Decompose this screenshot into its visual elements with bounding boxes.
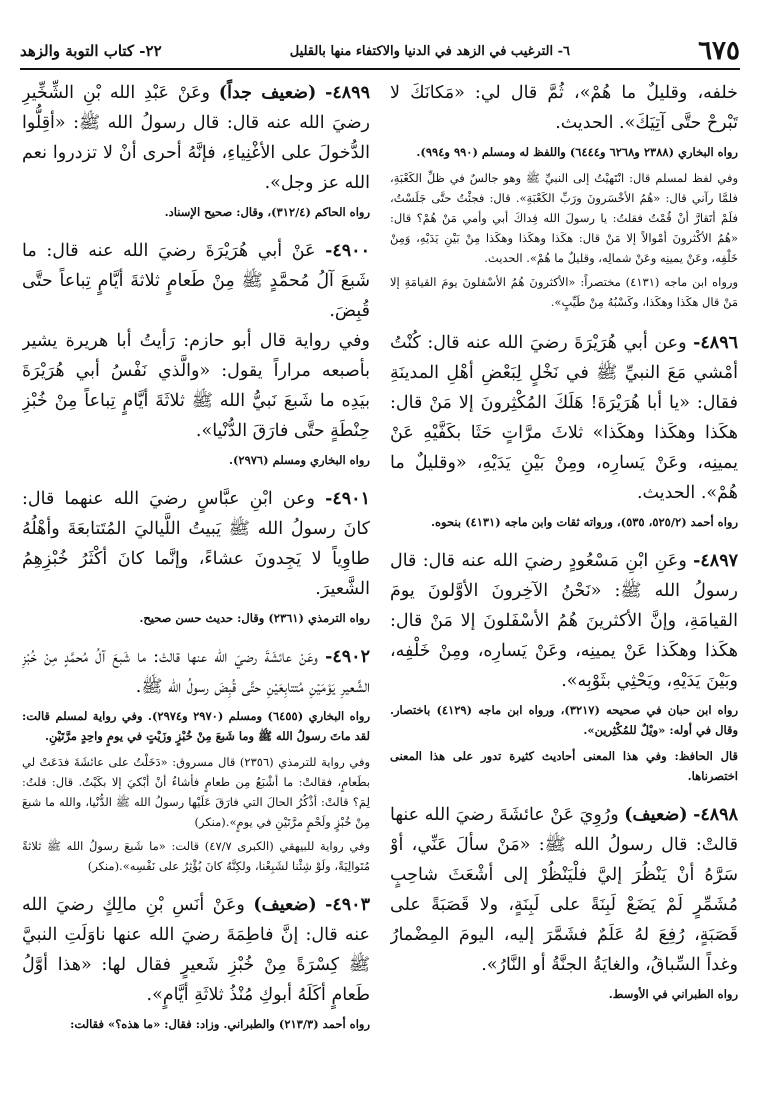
chapter-running-title: ٦- الترغيب في الزهد في الدنيا والاكتفاء منها بالقليل <box>289 43 570 59</box>
page-header <box>20 34 740 70</box>
hadith-number: ٤٩٠٣- <box>325 895 370 915</box>
right-column <box>390 78 738 1086</box>
reference-note: رواه أحمد (٢١٣/٣) والطبراني. وزاد: فقال: «ما هذه؟» فقالت: <box>70 1017 370 1031</box>
hadith-entry-4902 <box>22 642 370 876</box>
left-column <box>22 78 370 1086</box>
hadith-text: وعَنْ عَبْدِ الله بْنِ الشِّخِّيرِ رضيَ الله عنه قال: قال رسولُ الله ﷺ: «أقِلُّوا الدُّخولَ على الأغْنِياءِ، فإنَّهُ أحرى أنْ لا تزدروا نعم الله عز وجل». <box>22 83 370 193</box>
page-body <box>22 78 738 1086</box>
hadith-entry-4901 <box>22 484 370 628</box>
hadith-number: ٤٨٩٨- <box>693 805 738 825</box>
hadith-number: ٤٨٩٩- <box>325 83 370 103</box>
grade-label: (ضعيف) <box>624 805 688 825</box>
book-title: ٢٢- كتاب التوبة والزهد <box>20 42 162 60</box>
reference-note: رواه البخاري (٢٣٨٨ و٦٢٦٨ و٦٤٤٤) واللفظ له ومسلم (٩٩٠ و٩٩٤). <box>416 145 738 159</box>
variant-narration: وفي رواية قال أبو حازم: رَأيتُ أبا هريرة يشير بأصبعه مراراً يقول: «والَّذي نَفْسُ أبي هُرَيْرَةَ بيَدِه ما شَبعَ نَبيُّ الله ﷺ ثلاثَةَ أيَّامٍ تِباعاً مِنْ خُبْزِ حِنْطَةٍ حتَّى فارَقَ الدُّنْيا». <box>22 331 370 441</box>
hadith-text: وعن ابْنِ عبَّاسٍ رضيَ الله عنهما قال: كانَ رسولُ الله ﷺ يَبيتُ اللَّياليَ المُتَتابعَةَ وأهْلُهُ طاوِياً لا يَجِدونَ عشاءً، وإنَّما كانَ أكْثَرُ خُبْزِهِمُ الشَّعيرَ. <box>22 489 370 599</box>
hadith-entry-4896 <box>390 328 738 532</box>
hadith-number: ٤٩٠١- <box>325 489 370 509</box>
variant-narration: ورواه ابن ماجه (٤١٣١) مختصراً: «الأكثرونَ هُمُ الأسْفلونَ يومَ القيامَةِ إلا مَنْ قال هكَذا وهكَذا، وكَسْبُهُ مِنْ طَيِّبٍ». <box>390 275 738 309</box>
hadith-entry-4903 <box>22 890 370 1034</box>
hadith-text: وعن أبي هُرَيْرَةَ رضيَ الله عنه قال: كُنْتُ أمْشي مَعَ النبيِّ ﷺ في نَخْلٍ لِبَعْضِ أهْلِ المدينَةِ فقال: «يا أبا هُرَيْرَةَ! هَلَكَ المُكْثِرونَ إلا مَنْ قال: هكَذا وهكَذا وهكَذا» ثلاثَ مرَّاتٍ حَثَا بكَفَّيْهِ عَنْ يمينِه، وعَنْ يَسارِه، ومِنْ بَيْنِ يَدَيْهِ، «وقليلٌ ما هُمْ». الحديث. <box>390 333 738 503</box>
page-number: ٦٧٥ <box>698 36 740 66</box>
reference-note: رواه الطبراني في الأوسط. <box>608 987 738 1001</box>
hadith-entry-4898 <box>390 800 738 1004</box>
reference-note: رواه البخاري ومسلم (٢٩٧٦). <box>228 453 370 467</box>
reference-note: رواه أحمد (٥٢٥/٢، ٥٣٥)، ورواته ثقات وابن ماجه (٤١٣١) بنحوه. <box>431 515 738 529</box>
hadith-continuation: خلفه، وقليلٌ ما هُمْ»، ثُمَّ قال لي: «مَكانَكَ لا تَبْرحْ حتَّى آتِيَكَ». الحديث. <box>390 83 738 133</box>
hadith-text: عَنْ أبي هُرَيْرَةَ رضيَ الله عنه قال: ما شَبعَ آلُ مُحمَّدٍ ﷺ مِنْ طَعامٍ ثلاثةَ أيَّامٍ تِباعاً حتَّى قُبِضَ. <box>22 241 370 321</box>
hadith-entry-4899 <box>22 78 370 222</box>
hadith-number: ٤٨٩٦- <box>693 333 738 353</box>
hadith-text: وعَنِ ابْنِ مَسْعُودٍ رضيَ الله عنه قال: قال رسولُ الله ﷺ: «نَحْنُ الآخِرونَ الأوَّلونَ يومَ القيامَةِ، وإنَّ الأكثرينَ هُمُ الأسْفَلونَ إلا مَنْ قال: هكَذا وهكَذا عَنْ يمينِه، وعَنْ يَسارِه، ومِنْ خَلْفِه، وبَيْنَ يَدَيْهِ، ويَحْثِي بثَوْبِه». <box>390 551 738 691</box>
hadith-number: ٤٩٠٢- <box>325 647 370 667</box>
reference-note: رواه الترمذي (٢٣٦١) وقال: حديث حسن صحيح. <box>139 611 370 625</box>
variant-narration: وفي رواية للترمذي (٢٣٥٦) قال مسروق: «دَخَلْتُ على عائشَةَ فدَعَتْ لي بطَعامٍ، فقالتْ: ما أشْبَعُ مِن طعامٍ فأشاءُ أنْ أبْكيَ إلا بكَيْتُ. قال: قلتُ: لِمَ؟ قالتْ: أذْكُرُ الحالَ التي فارَقَ عَلَيْها رسولُ الله ﷺ الدُّنْيا، والله ما شبعَ مِنْ خُبْزٍ ولَحْمٍ مرَّتَيْنِ في يومٍ».(منكر) <box>22 755 370 829</box>
hadith-number: ٤٨٩٧- <box>693 551 738 571</box>
hadith-entry-4900 <box>22 236 370 470</box>
reference-note: رواه البخاري (٦٤٥٥) ومسلم (٢٩٧٠ و٢٩٧٤). وفي رواية لمسلم قالت: لقد ماتَ رسولُ الله ﷺ وما شَبعَ مِنْ خُبْزٍ وزَيْتٍ في يومٍ واحِدٍ مرَّتَيْنِ. <box>22 709 370 743</box>
hadith-text: وعَنْ أنَسِ بْنِ مالِكٍ رضيَ الله عنه قال: إنَّ فاطِمَةَ رضيَ الله عنها ناوَلَتِ النبيَّ ﷺ كِسْرَةً مِنْ خُبْزِ شَعيرٍ فقال لها: «هذا أوَّلُ طَعامٍ أكَلَهُ أبوكِ مُنْذُ ثلاثَةِ أيَّامٍ». <box>22 895 370 1005</box>
hadith-number: ٤٩٠٠- <box>325 241 370 261</box>
reference-note: رواه الحاكم (٣١٢/٤)، وقال: صحيح الإسناد. <box>164 205 370 219</box>
grade-label: (ضعيف جداً) <box>218 83 317 103</box>
hadith-entry-4897 <box>390 546 738 786</box>
hadith-text: وعَنْ عائشَةَ رضيَ الله عنها قالتْ: ما شَبعَ آلُ مُحمَّدٍ مِنْ خُبْزِ الشَّعيرِ يَوْمَيْنِ مُتتابِعَيْنِ حتَّى قُبِضَ رسولُ الله ﷺ. <box>22 647 370 697</box>
hadith-text: ورُوِيَ عَنْ عائشَةَ رضيَ الله عنها قالتْ: قال رسولُ الله ﷺ: «مَنْ سألَ عَنِّي، أوْ سَرَّهُ أنْ يَنْظُرَ إليَّ فلْيَنْظُرْ إلى أشْعَثَ شاحِبٍ مُشَمِّرٍ لَمْ يَضَعْ لَبِنَةً على لَبِنَةٍ، ولا قَصَبَةً على قَصَبَةٍ، رُفِعَ لهُ عَلَمٌ فشَمَّرَ إليه، اليومَ المِضْمارُ وغداً السِّباقُ، والغايَةُ الجنَّةُ أو النَّارُ». <box>390 805 738 975</box>
variant-narration: وفي لفظ لمسلم قال: انْتَهيْتُ إلى النبيِّ ﷺ وهو جالسٌ في ظلِّ الكَعْبَةِ، فلمَّا رآني قال: «هُمُ الأخْسَرونَ ورَبِّ الكَعْبَةِ». قال: فجئْتُ حتَّى جَلَسْتُ، فلَمْ أتَقارَّ أنْ قُمْتُ فقلتُ: يا رسولَ الله فِداكَ أبي وأمي مَنْ هُمْ؟ قال: «هُمُ الأكْثرونَ أمْوالاً إلا مَنْ قال: هكَذا وهكَذا وهكَذا مِنْ بَيْنِ يَدَيْهِ، وَمِنْ خَلْفِه، وعَنْ يمينِه وعَنْ شمالِه، وقليلٌ ما هُمْ». الحديث. <box>390 171 738 265</box>
hafiz-comment: قال الحافظ: وفي هذا المعنى أحاديث كثيرة تدور على هذا المعنى اختصرناها. <box>390 749 738 783</box>
grade-label: (ضعيف) <box>253 895 317 915</box>
reference-note: رواه ابن حبان في صحيحه (٣٢١٧)، ورواه ابن ماجه (٤١٢٩) باختصار. وقال في أوله: «ويْلٌ للمُكْثِرين». <box>390 703 738 737</box>
variant-narration: وفي رواية للبيهقي (الكبرى ٤٧/٧) قالت: «ما شَبعَ رسولُ الله ﷺ ثلاثةً مُتَوالِيَةً، ولَوْ شِئْنا لشَبِعْنا، ولكِنَّهُ كانَ يُؤْثِرُ على نَفْسِه».(منكر) <box>22 839 370 873</box>
